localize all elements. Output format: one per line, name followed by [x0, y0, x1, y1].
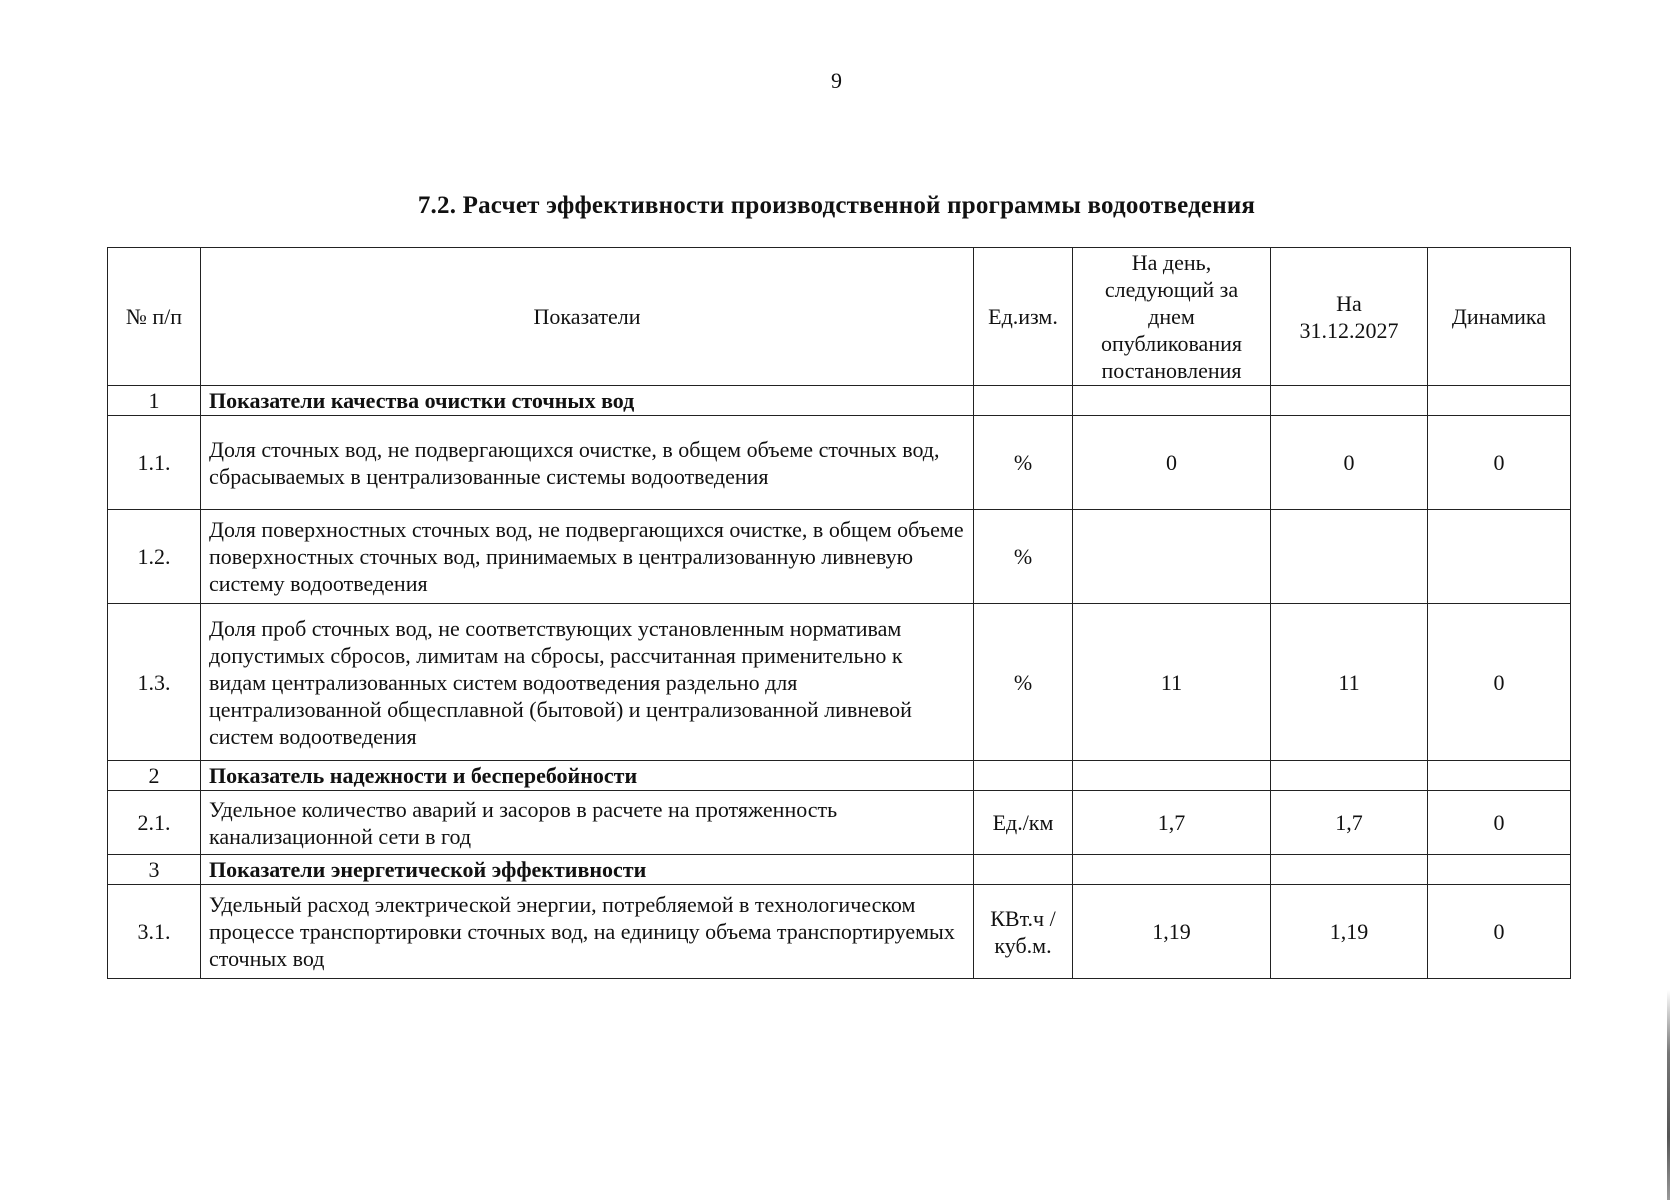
header-dynamics: Динамика [1428, 248, 1571, 386]
cell-unit [974, 855, 1073, 885]
table-row-section-3 [108, 855, 1571, 885]
cell-num: 1.3. [108, 604, 201, 761]
cell-day-after: 0 [1073, 416, 1271, 510]
cell-end-date: 0 [1271, 416, 1428, 510]
cell-dynamics: 0 [1428, 885, 1571, 979]
table-row [108, 885, 1571, 979]
cell-end-date [1271, 510, 1428, 604]
table-row [108, 416, 1571, 510]
cell-indicator: Показатели качества очистки сточных вод [201, 386, 974, 416]
cell-num: 2 [108, 761, 201, 791]
cell-day-after [1073, 510, 1271, 604]
table-row [108, 510, 1571, 604]
table-header-row [108, 248, 1571, 386]
cell-dynamics [1428, 855, 1571, 885]
cell-indicator: Доля сточных вод, не подвергающихся очистке, в общем объеме сточных вод, сбрасываемых в централизованные системы водоотведения [201, 416, 974, 510]
table-row-section-1 [108, 386, 1571, 416]
cell-day-after [1073, 386, 1271, 416]
table-row [108, 791, 1571, 855]
header-end-date: На 31.12.2027 [1271, 248, 1428, 386]
header-unit: Ед.изм. [974, 248, 1073, 386]
header-day-after: На день, следующий за днем опубликования постановления [1073, 248, 1271, 386]
cell-num: 1.2. [108, 510, 201, 604]
header-indicator: Показатели [201, 248, 974, 386]
cell-end-date [1271, 386, 1428, 416]
cell-num: 2.1. [108, 791, 201, 855]
cell-dynamics: 0 [1428, 604, 1571, 761]
cell-dynamics [1428, 510, 1571, 604]
cell-indicator: Удельный расход электрической энергии, потребляемой в технологическом процессе транспортировки сточных вод, на единицу объема транспортируемых сточных вод [201, 885, 974, 979]
cell-dynamics: 0 [1428, 791, 1571, 855]
cell-dynamics [1428, 761, 1571, 791]
cell-unit [974, 386, 1073, 416]
cell-num: 1.1. [108, 416, 201, 510]
cell-indicator: Доля поверхностных сточных вод, не подвергающихся очистке, в общем объеме поверхностных сточных вод, принимаемых в централизованную ливневую систему водоотведения [201, 510, 974, 604]
document-title: 7.2. Расчет эффективности производственной программы водоотведения [417, 192, 1256, 219]
cell-end-date: 1,7 [1271, 791, 1428, 855]
cell-day-after [1073, 761, 1271, 791]
cell-unit: % [974, 604, 1073, 761]
cell-unit: % [974, 510, 1073, 604]
cell-dynamics: 0 [1428, 416, 1571, 510]
cell-unit [974, 761, 1073, 791]
cell-indicator: Доля проб сточных вод, не соответствующих установленным нормативам допустимых сбросов, лимитам на сбросы, рассчитанная применительно к видам централизованных систем водоотведения раздельно для централизованной общесплавной (бытовой) и централизованной ливневой систем водоотведения [201, 604, 974, 761]
table-row-section-2 [108, 761, 1571, 791]
cell-day-after: 1,7 [1073, 791, 1271, 855]
cell-unit: КВт.ч / куб.м. [974, 885, 1073, 979]
table-row [108, 604, 1571, 761]
cell-indicator: Показатели энергетической эффективности [201, 855, 974, 885]
efficiency-table [107, 247, 1571, 979]
header-num: № п/п [108, 248, 201, 386]
cell-day-after: 11 [1073, 604, 1271, 761]
scan-edge-shadow [1667, 990, 1670, 1200]
cell-unit: % [974, 416, 1073, 510]
cell-dynamics [1428, 386, 1571, 416]
cell-day-after: 1,19 [1073, 885, 1271, 979]
cell-num: 3 [108, 855, 201, 885]
cell-end-date [1271, 761, 1428, 791]
cell-end-date: 1,19 [1271, 885, 1428, 979]
cell-end-date [1271, 855, 1428, 885]
cell-unit: Ед./км [974, 791, 1073, 855]
cell-end-date: 11 [1271, 604, 1428, 761]
page-number: 9 [831, 68, 842, 93]
cell-indicator: Показатель надежности и бесперебойности [201, 761, 974, 791]
cell-day-after [1073, 855, 1271, 885]
cell-indicator: Удельное количество аварий и засоров в расчете на протяженность канализационной сети в год [201, 791, 974, 855]
cell-num: 3.1. [108, 885, 201, 979]
cell-num: 1 [108, 386, 201, 416]
